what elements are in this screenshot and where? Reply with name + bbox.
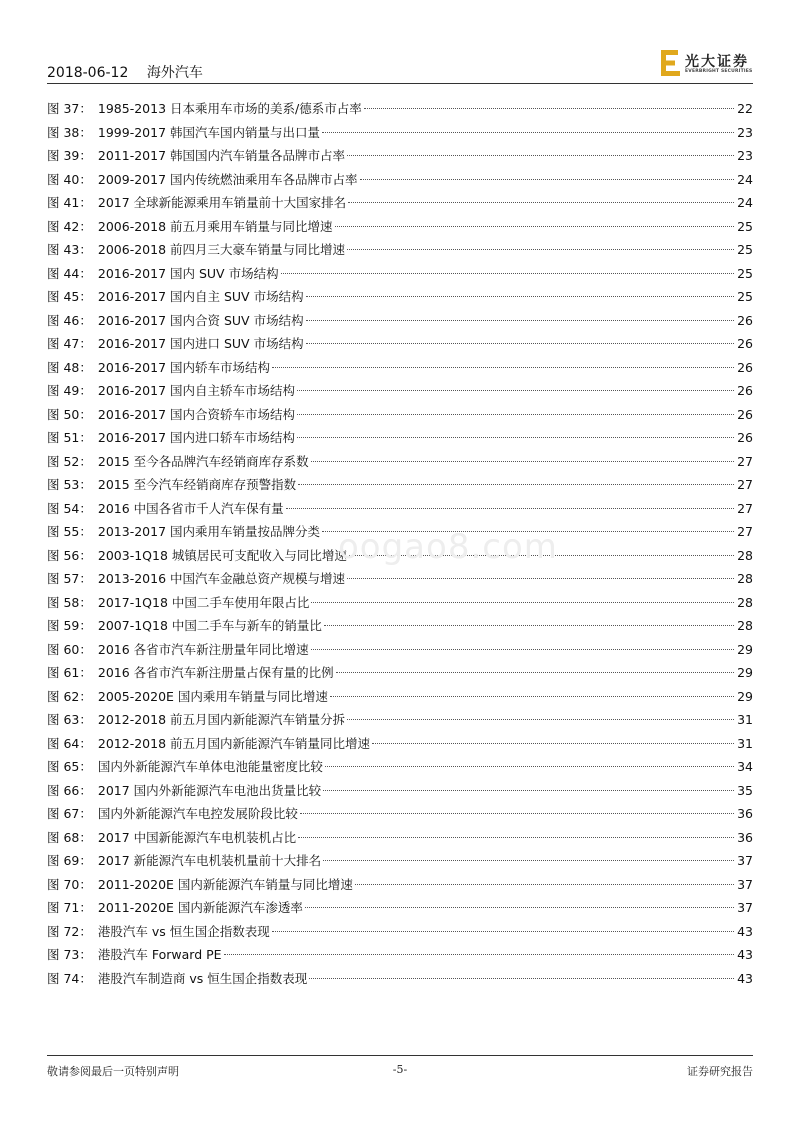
toc-entry-title — [47, 332, 304, 356]
toc-entry-title — [47, 873, 353, 897]
toc-dot-leader — [297, 414, 734, 415]
toc-entry-label: 图 39： — [47, 148, 92, 163]
toc-entry[interactable] — [47, 97, 753, 121]
toc-entry-page: 23 — [737, 124, 753, 140]
toc-entry-text: 2016-2017 国内轿车市场结构 — [97, 359, 270, 375]
toc-entry-page: 28 — [737, 571, 753, 586]
toc-entry-text: 2017 新能源汽车电机装机量前十大排名 — [97, 853, 322, 868]
toc-entry-page: 22 — [737, 101, 753, 116]
toc-entry-label: 图 55： — [47, 524, 92, 539]
footer-divider — [47, 1055, 753, 1056]
toc-entry[interactable] — [47, 967, 753, 991]
toc-entry-label: 图 49： — [47, 383, 92, 398]
toc-dot-leader — [297, 390, 734, 391]
toc-entry-title — [47, 567, 345, 591]
toc-entry-page: 31 — [737, 735, 753, 751]
toc-entry-label: 图 65： — [47, 759, 92, 774]
toc-entry-label: 图 62： — [47, 688, 92, 704]
toc-entry-title — [47, 450, 309, 474]
toc-entry-text: 2005-2020E 国内乘用车销量与同比增速 — [97, 688, 328, 704]
toc-entry-title — [47, 191, 346, 215]
toc-dot-leader — [364, 108, 734, 109]
toc-entry[interactable] — [47, 943, 753, 967]
toc-entry[interactable] — [47, 238, 753, 262]
header-date: 2018-06-12 — [47, 65, 129, 81]
toc-entry-title — [47, 661, 334, 685]
toc-entry-label: 图 68： — [47, 829, 92, 845]
toc-entry-text: 2006-2018 前四月三大豪车销量与同比增速 — [97, 242, 345, 257]
toc-dot-leader — [335, 226, 735, 227]
everbright-logo-icon — [661, 50, 681, 76]
toc-entry[interactable] — [47, 356, 753, 380]
toc-entry-label: 图 48： — [47, 359, 92, 375]
toc-entry[interactable] — [47, 779, 753, 803]
toc-dot-leader — [224, 954, 735, 955]
toc-dot-leader — [311, 461, 734, 462]
toc-entry-page: 25 — [737, 242, 753, 257]
toc-entry-page: 43 — [737, 923, 753, 939]
toc-dot-leader — [297, 437, 734, 438]
toc-dot-leader — [306, 320, 735, 321]
toc-dot-leader — [300, 813, 734, 814]
toc-entry-text: 2016 各省市汽车新注册量年同比增速 — [97, 641, 309, 657]
toc-entry-text: 2013-2016 中国汽车金融总资产规模与增速 — [97, 571, 345, 586]
toc-entry-page: 31 — [737, 712, 753, 727]
toc-entry-text: 2016-2017 国内进口 SUV 市场结构 — [97, 336, 304, 351]
toc-entry-label: 图 40： — [47, 171, 92, 187]
toc-entry-text: 2003-1Q18 城镇居民可支配收入与同比增速 — [97, 547, 347, 563]
toc-entry[interactable] — [47, 732, 753, 756]
toc-entry-page: 28 — [737, 547, 753, 563]
toc-entry-text: 2017-1Q18 中国二手车使用年限占比 — [97, 594, 310, 610]
toc-entry-label: 图 64： — [47, 735, 92, 751]
toc-entry[interactable] — [47, 755, 753, 779]
toc-entry-title — [47, 97, 362, 121]
toc-entry-title — [47, 849, 321, 873]
toc-entry-page: 28 — [737, 594, 753, 610]
toc-entry-label: 图 70： — [47, 876, 92, 892]
toc-entry[interactable] — [47, 826, 753, 850]
footer-report-type: 证券研究报告 — [687, 1065, 753, 1078]
watermark: oogao8.com — [338, 527, 558, 567]
toc-entry-title — [47, 685, 328, 709]
toc-entry-text: 2016-2017 国内进口轿车市场结构 — [97, 430, 295, 445]
toc-entry-page: 26 — [737, 359, 753, 375]
toc-entry-text: 2012-2018 前五月国内新能源汽车销量同比增速 — [97, 735, 370, 751]
toc-dot-leader — [360, 179, 735, 180]
toc-entry-text: 2016-2017 国内合资 SUV 市场结构 — [97, 312, 304, 328]
toc-entry-title — [47, 755, 323, 779]
toc-entry-text: 2013-2017 国内乘用车销量按品牌分类 — [97, 524, 320, 539]
toc-dot-leader — [272, 931, 734, 932]
logo-chinese-name: 光大证券 — [685, 54, 749, 70]
toc-entry-label: 图 37： — [47, 101, 92, 116]
toc-dot-leader — [306, 296, 735, 297]
toc-entry-label: 图 58： — [47, 594, 92, 610]
toc-entry-title — [47, 544, 347, 568]
toc-entry-label: 图 69： — [47, 853, 92, 868]
toc-entry-page: 43 — [737, 970, 753, 986]
toc-entry-label: 图 46： — [47, 312, 92, 328]
toc-entry-page: 34 — [737, 759, 753, 774]
toc-entry-page: 29 — [737, 665, 753, 680]
toc-entry-title — [47, 379, 295, 403]
page-header — [47, 44, 753, 82]
toc-entry-page: 27 — [737, 477, 753, 492]
header-left — [47, 62, 203, 82]
toc-entry-page: 24 — [737, 195, 753, 210]
toc-entry-page: 24 — [737, 171, 753, 187]
toc-entry[interactable] — [47, 426, 753, 450]
toc-entry[interactable] — [47, 403, 753, 427]
toc-entry-title — [47, 168, 358, 192]
toc-entry[interactable] — [47, 450, 753, 474]
toc-entry-label: 图 43： — [47, 242, 92, 257]
toc-entry-text: 2006-2018 前五月乘用车销量与同比增速 — [97, 218, 333, 234]
toc-entry[interactable] — [47, 685, 753, 709]
toc-dot-leader — [306, 343, 735, 344]
toc-entry[interactable] — [47, 614, 753, 638]
toc-entry-page: 25 — [737, 218, 753, 234]
toc-entry[interactable] — [47, 191, 753, 215]
toc-entry-text: 2017 全球新能源乘用车销量前十大国家排名 — [97, 195, 347, 210]
toc-entry-text: 国内外新能源汽车单体电池能量密度比较 — [97, 759, 323, 774]
toc-entry[interactable] — [47, 285, 753, 309]
toc-entry-title — [47, 708, 345, 732]
toc-dot-leader — [372, 743, 734, 744]
toc-entry-text: 2009-2017 国内传统燃油乘用车各品牌市占率 — [97, 171, 358, 187]
toc-entry-title — [47, 520, 320, 544]
toc-entry-text: 2016-2017 国内自主 SUV 市场结构 — [97, 289, 304, 304]
toc-entry-page: 37 — [737, 853, 753, 868]
logo-english-name: EVERBRIGHT SECURITIES — [685, 69, 753, 74]
toc-entry-label: 图 38： — [47, 124, 92, 140]
toc-entry-page: 27 — [737, 500, 753, 516]
toc-dot-leader — [325, 766, 734, 767]
toc-entry-label: 图 67： — [47, 806, 92, 821]
toc-entry-label: 图 47： — [47, 336, 92, 351]
toc-entry-title — [47, 309, 304, 333]
toc-entry-label: 图 73： — [47, 947, 92, 962]
toc-entry-text: 国内外新能源汽车电控发展阶段比较 — [97, 806, 298, 821]
toc-entry-text: 港股汽车 Forward PE — [97, 947, 222, 962]
toc-entry-text: 2011-2017 韩国国内汽车销量各品牌市占率 — [97, 148, 345, 163]
toc-dot-leader — [298, 484, 734, 485]
toc-entry-page: 29 — [737, 688, 753, 704]
toc-entry-text: 2017 国内外新能源汽车电池出货量比较 — [97, 782, 322, 798]
toc-dot-leader — [323, 860, 734, 861]
page-footer — [47, 1063, 753, 1079]
toc-entry-text: 2007-1Q18 中国二手车与新车的销量比 — [97, 618, 322, 633]
everbright-logo — [661, 48, 753, 78]
toc-entry-page: 26 — [737, 336, 753, 351]
toc-entry-text: 2012-2018 前五月国内新能源汽车销量分拆 — [97, 712, 345, 727]
toc-entry-label: 图 74： — [47, 970, 92, 986]
toc-entry-page: 26 — [737, 383, 753, 398]
toc-entry-title — [47, 896, 303, 920]
toc-entry-page: 27 — [737, 524, 753, 539]
toc-entry-label: 图 66： — [47, 782, 92, 798]
toc-dot-leader — [348, 202, 734, 203]
toc-entry-text: 1999-2017 韩国汽车国内销量与出口量 — [97, 124, 320, 140]
toc-entry-text: 2016 中国各省市千人汽车保有量 — [97, 500, 284, 516]
toc-dot-leader — [336, 672, 734, 673]
toc-dot-leader — [298, 837, 734, 838]
toc-entry-page: 37 — [737, 900, 753, 915]
toc-entry-title — [47, 638, 309, 662]
toc-entry-page: 25 — [737, 289, 753, 304]
toc-entry[interactable] — [47, 638, 753, 662]
toc-dot-leader — [305, 907, 734, 908]
toc-entry[interactable] — [47, 920, 753, 944]
header-divider — [47, 83, 753, 84]
toc-entry-text: 2011-2020E 国内新能源汽车渗透率 — [97, 900, 303, 915]
toc-dot-leader — [311, 649, 734, 650]
toc-entry-text: 2016-2017 国内自主轿车市场结构 — [97, 383, 295, 398]
toc-entry[interactable] — [47, 591, 753, 615]
toc-dot-leader — [347, 249, 734, 250]
toc-dot-leader — [272, 367, 734, 368]
toc-entry-title — [47, 497, 284, 521]
toc-entry[interactable] — [47, 168, 753, 192]
toc-entry-text: 2011-2020E 国内新能源汽车销量与同比增速 — [97, 876, 353, 892]
toc-entry-title — [47, 403, 295, 427]
toc-entry-title — [47, 356, 270, 380]
toc-entry[interactable] — [47, 849, 753, 873]
toc-entry-label: 图 53： — [47, 477, 92, 492]
toc-entry-page: 36 — [737, 829, 753, 845]
toc-dot-leader — [281, 273, 735, 274]
toc-entry-text: 2015 至今各品牌汽车经销商库存系数 — [97, 453, 309, 469]
toc-entry-page: 43 — [737, 947, 753, 962]
toc-entry[interactable] — [47, 802, 753, 826]
toc-entry-label: 图 52： — [47, 453, 92, 469]
toc-entry-title — [47, 967, 307, 991]
toc-entry-title — [47, 732, 370, 756]
toc-entry[interactable] — [47, 215, 753, 239]
toc-entry-page: 26 — [737, 430, 753, 445]
page-number: -5- — [392, 1063, 408, 1076]
toc-entry[interactable] — [47, 121, 753, 145]
toc-entry-text: 港股汽车 vs 恒生国企指数表现 — [97, 923, 270, 939]
toc-dot-leader — [311, 602, 734, 603]
toc-entry-page: 26 — [737, 406, 753, 422]
toc-entry[interactable] — [47, 309, 753, 333]
toc-entry[interactable] — [47, 144, 753, 168]
toc-entry-title — [47, 826, 296, 850]
toc-entry[interactable] — [47, 567, 753, 591]
toc-entry-label: 图 71： — [47, 900, 92, 915]
toc-entry-label: 图 45： — [47, 289, 92, 304]
toc-entry-text: 2016 各省市汽车新注册量占保有量的比例 — [97, 665, 334, 680]
toc-entry-title — [47, 591, 309, 615]
toc-entry-text: 2015 至今汽车经销商库存预警指数 — [97, 477, 297, 492]
toc-dot-leader — [286, 508, 734, 509]
toc-entry-label: 图 63： — [47, 712, 92, 727]
toc-entry-text: 1985-2013 日本乘用车市场的美系/德系市占率 — [97, 101, 362, 116]
toc-entry-title — [47, 779, 321, 803]
toc-entry[interactable] — [47, 896, 753, 920]
toc-entry-label: 图 57： — [47, 571, 92, 586]
toc-entry-label: 图 44： — [47, 265, 92, 281]
toc-entry-page: 23 — [737, 148, 753, 163]
toc-entry-page: 25 — [737, 265, 753, 281]
toc-dot-leader — [309, 978, 734, 979]
toc-entry-title — [47, 614, 322, 638]
toc-entry-page: 29 — [737, 641, 753, 657]
header-section: 海外汽车 — [146, 65, 203, 81]
toc-entry[interactable] — [47, 873, 753, 897]
toc-entry[interactable] — [47, 497, 753, 521]
toc-entry-page: 36 — [737, 806, 753, 821]
toc-entry-label: 图 41： — [47, 195, 92, 210]
toc-dot-leader — [330, 696, 734, 697]
toc-entry-label: 图 59： — [47, 618, 92, 633]
toc-entry-label: 图 61： — [47, 665, 92, 680]
toc-entry-title — [47, 285, 304, 309]
toc-dot-leader — [347, 155, 734, 156]
toc-entry[interactable] — [47, 473, 753, 497]
toc-entry-title — [47, 473, 296, 497]
toc-entry-title — [47, 262, 279, 286]
toc-entry-label: 图 72： — [47, 923, 92, 939]
toc-entry-title — [47, 144, 345, 168]
toc-entry-page: 35 — [737, 782, 753, 798]
toc-entry[interactable] — [47, 379, 753, 403]
toc-dot-leader — [324, 625, 734, 626]
toc-dot-leader — [347, 719, 734, 720]
toc-entry-label: 图 60： — [47, 641, 92, 657]
toc-entry-label: 图 54： — [47, 500, 92, 516]
toc-dot-leader — [347, 578, 734, 579]
toc-entry-page: 27 — [737, 453, 753, 469]
toc-entry-title — [47, 238, 345, 262]
toc-entry-page: 28 — [737, 618, 753, 633]
toc-dot-leader — [323, 790, 734, 791]
toc-dot-leader — [322, 132, 734, 133]
toc-entry-label: 图 51： — [47, 430, 92, 445]
toc-entry-title — [47, 215, 333, 239]
toc-entry-title — [47, 802, 298, 826]
toc-entry[interactable] — [47, 708, 753, 732]
toc-entry-label: 图 56： — [47, 547, 92, 563]
toc-entry-page: 37 — [737, 876, 753, 892]
toc-entry-text: 2017 中国新能源汽车电机装机占比 — [97, 829, 297, 845]
toc-entry[interactable] — [47, 262, 753, 286]
toc-entry-title — [47, 121, 320, 145]
toc-entry-text: 2016-2017 国内 SUV 市场结构 — [97, 265, 279, 281]
toc-entry-text: 港股汽车制造商 vs 恒生国企指数表现 — [97, 970, 308, 986]
toc-entry-text: 2016-2017 国内合资轿车市场结构 — [97, 406, 295, 422]
toc-dot-leader — [355, 884, 734, 885]
toc-entry-title — [47, 943, 222, 967]
toc-entry-title — [47, 920, 270, 944]
toc-entry-label: 图 50： — [47, 406, 92, 422]
footer-disclaimer: 敬请参阅最后一页特别声明 — [47, 1065, 179, 1078]
toc-entry-label: 图 42： — [47, 218, 92, 234]
toc-entry[interactable] — [47, 332, 753, 356]
toc-entry[interactable] — [47, 661, 753, 685]
toc-entry-page: 26 — [737, 312, 753, 328]
toc-entry-title — [47, 426, 295, 450]
